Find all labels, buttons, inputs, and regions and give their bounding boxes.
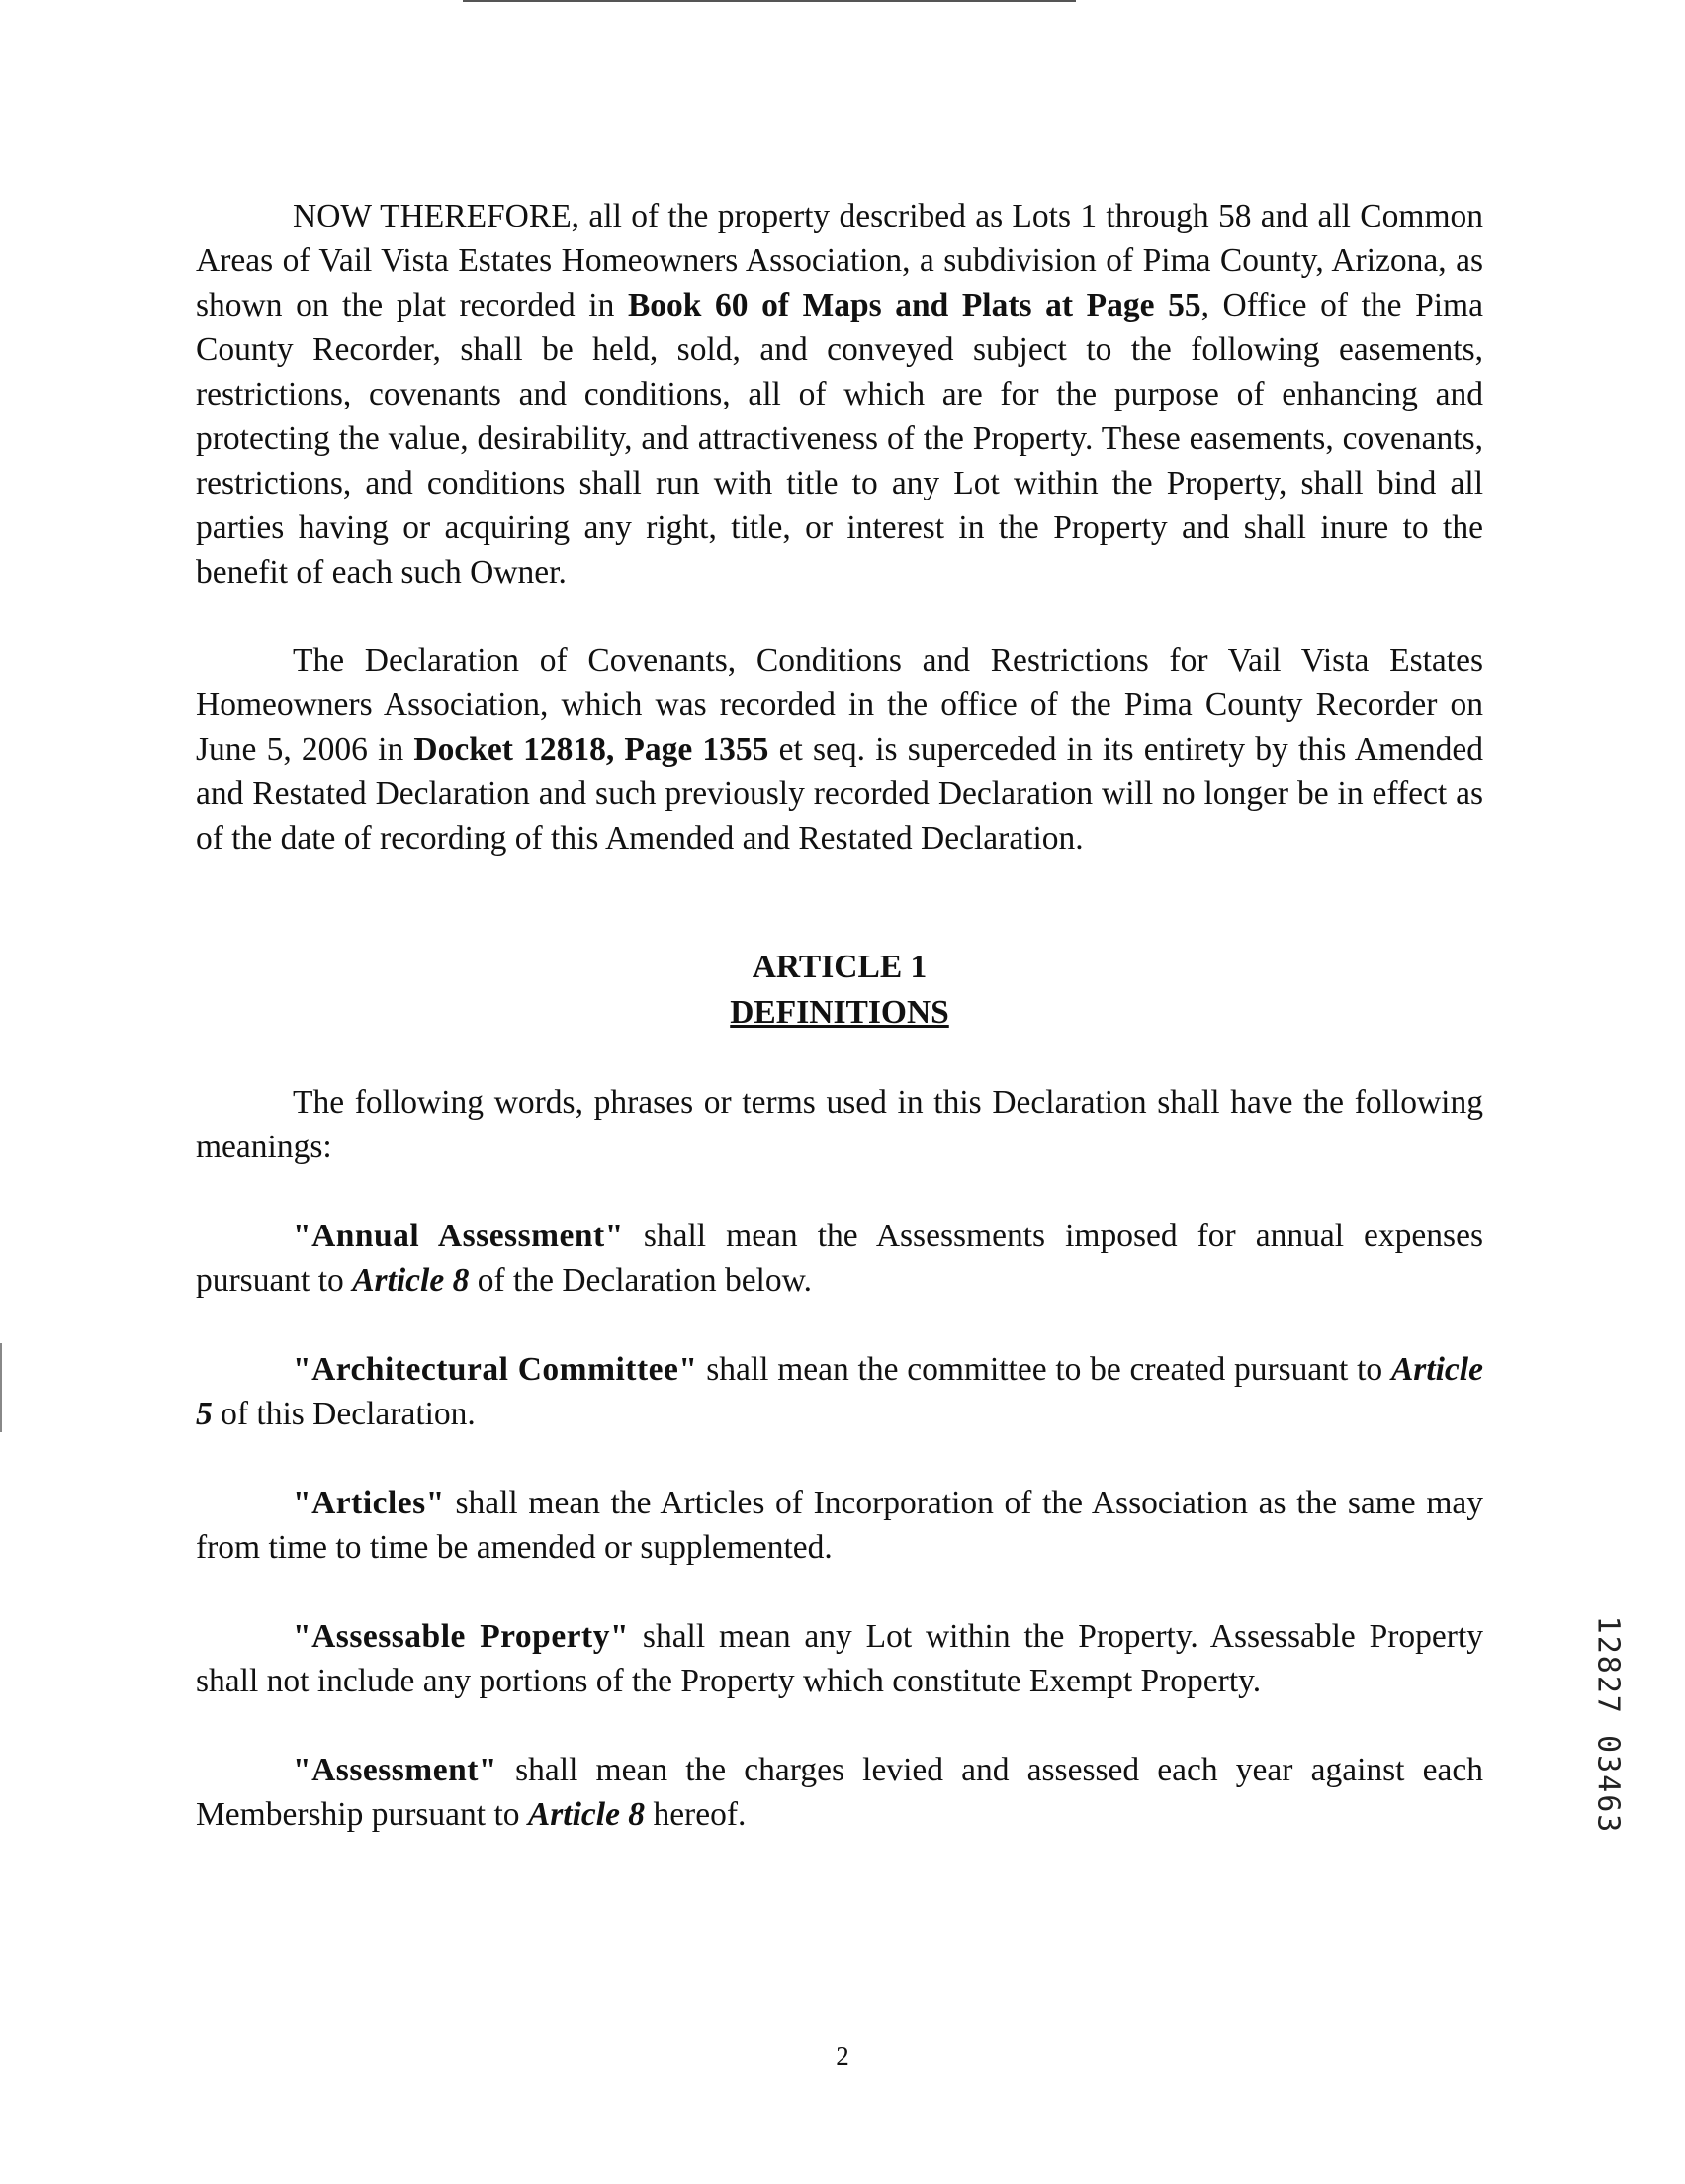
article-number: ARTICLE 1 [752,949,928,985]
definition-text: shall mean any Lot within the Property. Assessable Property shall not include any portions of the Property which constitute Exempt Property. [196,1618,1483,1699]
recording-stamp [1588,1596,1628,1854]
article-heading [196,945,1483,1036]
article-title: DEFINITIONS [730,994,949,1031]
definition-text: shall mean the Assessments imposed for annual expenses pursuant to [196,1218,1483,1299]
definition-text: shall mean the committee to be created pursuant to [697,1351,1391,1388]
definition-term: "Assessment" [293,1752,497,1788]
scan-edge-left [0,1343,2,1432]
definition-text: shall mean the Articles of Incorporation of the Association as the same may from time to time be amended or supplemented. [196,1485,1483,1566]
page-number: 2 [836,2042,849,2071]
plat-reference: Book 60 of Maps and Plats at Page 55 [627,287,1201,323]
paragraph-text: NOW THEREFORE, all of the property described as Lots 1 through 58 and all Common Areas of Vail Vista Estates Homeowners Association, a subdivision of Pima County, Arizona, as shown on the plat recorded in [196,198,1483,323]
document-page [196,194,1483,1837]
definition-text: of the Declaration below. [469,1262,813,1299]
definition-text: hereof. [645,1796,747,1833]
article-reference: Article 5 [196,1351,1483,1432]
definition-term: "Assessable Property" [293,1618,630,1655]
definition-assessment [196,1748,1483,1837]
definition-term: "Annual Assessment" [293,1218,624,1254]
recording-stamp-text: 12827 03463 [1590,1615,1626,1835]
definitions-intro: The following words, phrases or terms used in this Declaration shall have the following meanings: [196,1084,1483,1165]
definition-articles [196,1481,1483,1570]
paragraph-now-therefore [196,194,1483,594]
definition-text: shall mean the charges levied and assessed each year against each Membership pursuant to [196,1752,1483,1833]
paragraph-text: , Office of the Pima County Recorder, shall be held, sold, and conveyed subject to the following easements, restrictions, covenants and conditions, all of which are for the purpose of enhancing and protecting the value, desirability, and attractiveness of the Property. These easements, covenants, restrictions, and conditions shall run with title to any Lot within the Property, shall bind all parties having or acquiring any right, title, or interest in the Property and shall inure to the benefit of each such Owner. [196,287,1483,591]
article-reference: Article 8 [352,1262,470,1299]
paragraph-supersede [196,638,1483,861]
docket-reference: Docket 12818, Page 1355 [413,731,769,768]
scan-edge-top [463,0,1076,2]
paragraph-text: The Declaration of Covenants, Conditions and Restrictions for Vail Vista Estates Homeowners Association, which was recorded in the office of the Pima County Recorder on June 5, 2006 in [196,642,1483,768]
definition-text: of this Declaration. [212,1396,476,1432]
paragraph-text: et seq. is superceded in its entirety by this Amended and Restated Declaration and such previously recorded Declaration will no longer be in effect as of the date of recording of this Amended and Restated Declaration. [196,731,1483,857]
article-reference: Article 8 [527,1796,646,1833]
definition-term: "Articles" [293,1485,445,1521]
definition-term: "Architectural Committee" [293,1351,698,1388]
definition-annual-assessment [196,1214,1483,1303]
definition-assessable-property [196,1614,1483,1703]
definition-architectural-committee [196,1347,1483,1436]
